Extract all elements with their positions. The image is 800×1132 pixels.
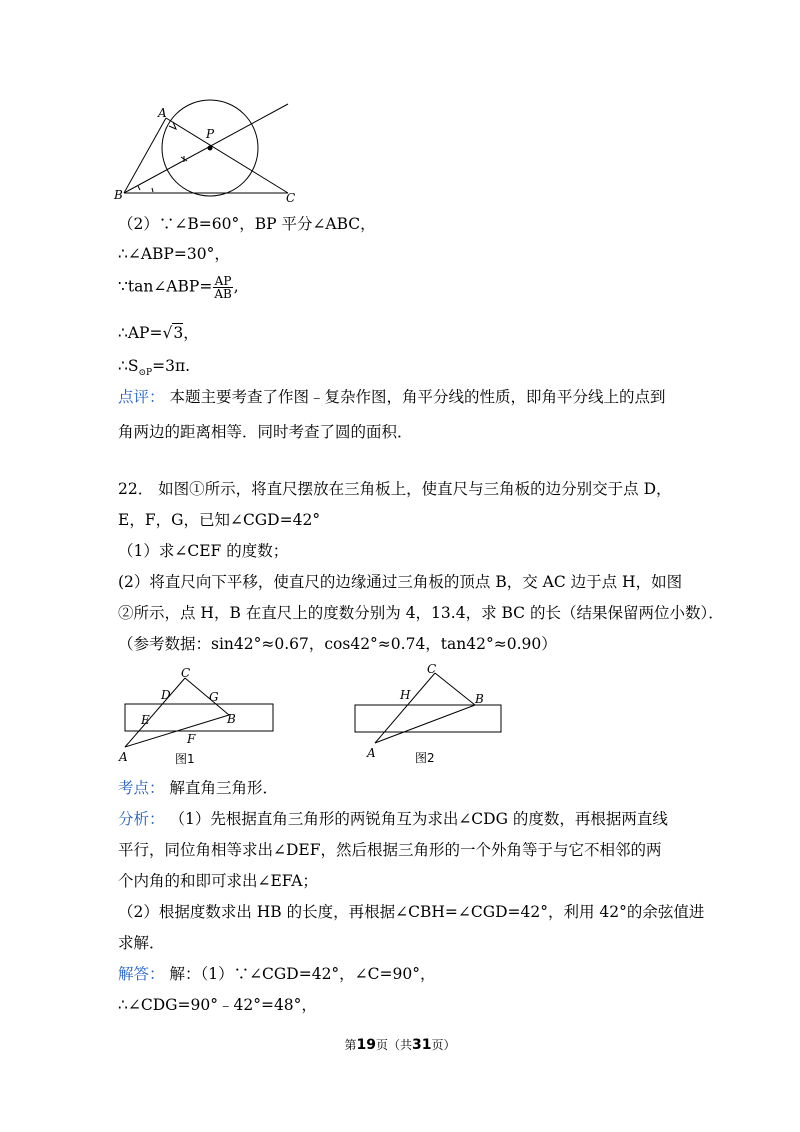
jieda-label: 解答： — [118, 965, 165, 983]
label-h: H — [400, 688, 411, 702]
caption-fig1: 图1 — [175, 752, 195, 766]
problem22-line3: （1）求∠CEF 的度数； — [118, 542, 289, 560]
part2-line5: $\therefore S_{⊙P}=3\pi$. — [118, 357, 191, 379]
comment-line1: 点评： 本题主要考查了作图﹣复杂作图，角平分线的性质，即角平分线上的点到 — [118, 388, 666, 406]
part2-line4: ∴AP=√3， — [118, 324, 199, 342]
problem22-line2: E，F，G，已知∠CGD=42° — [118, 511, 321, 529]
jieda-line1: 解答： 解：（1）∵∠CGD=42°，∠C=90°， — [118, 965, 436, 983]
label-d: D — [161, 688, 171, 702]
fenxi-line3: 个内角的和即可求出∠EFA； — [118, 872, 318, 890]
fenxi-line5: 求解． — [118, 934, 165, 952]
label-f: F — [187, 732, 196, 746]
problem22-line6: （参考数据：sin42°≈0.67，cos42°≈0.74，tan42°≈0.90） — [118, 635, 557, 653]
label-b: B — [227, 712, 236, 726]
label-c: C — [181, 667, 191, 680]
edge-ab — [375, 705, 475, 743]
kaodian-line: 考点： 解直角三角形． — [118, 779, 278, 797]
page-number: 19 — [356, 1037, 376, 1053]
fenxi-line1: 分析： （1）先根据直角三角形的两锐角互为求出∠CDG 的度数，再根据两直线 — [118, 810, 668, 828]
label-b: B — [475, 692, 484, 706]
jieda-line2: ∴∠CDG=90°﹣42°=48°， — [118, 996, 317, 1014]
fenxi-line2: 平行，同位角相等求出∠DEF，然后根据三角形的一个外角等于与它不相邻的两 — [118, 841, 662, 859]
caption-fig2: 图2 — [415, 751, 435, 765]
page-footer: 第19页（共31页） — [344, 1037, 456, 1053]
edge-ac — [125, 678, 185, 747]
label-e: E — [141, 713, 150, 727]
label-g: G — [209, 690, 219, 704]
label-c: C — [286, 191, 296, 202]
sqrt-sign: √ — [162, 324, 173, 342]
label-a: A — [158, 106, 167, 120]
problem22-line4: (2）将直尺向下平移，使直尺的边缘通过三角板的顶点 B，交 AC 边于点 H，如图 — [118, 573, 683, 591]
part2-line1: （2）∵∠B=60°，BP 平分∠ABC， — [118, 215, 376, 233]
comment-line2: 角两边的距离相等．同时考查了圆的面积． — [118, 423, 413, 441]
line-ac — [166, 118, 288, 193]
label-a: A — [367, 746, 376, 760]
label-p: P — [206, 127, 215, 141]
figure-1 — [115, 667, 285, 772]
total-pages: 31 — [412, 1037, 432, 1053]
comment-label: 点评： — [118, 388, 165, 406]
problem22-line5: ②所示，点 H，B 在直尺上的度数分别为 4，13.4，求 BC 的长（结果保留两位小数）． — [118, 604, 724, 622]
problem22-line1: 22． 如图①所示，将直尺摆放在三角板上，使直尺与三角板的边分别交于点 D， — [118, 480, 672, 498]
part2-line2: ∴∠ABP=30°， — [118, 245, 230, 263]
fraction-ap-ab: $\frac{AP}{AB}$ — [214, 274, 232, 301]
figure-circle-triangle — [110, 98, 300, 202]
figure-2 — [345, 661, 510, 773]
label-c: C — [427, 662, 437, 676]
ruler — [355, 705, 501, 732]
part2-line3: ∵tan∠ABP= $\frac{AP}{AB}$ , — [118, 274, 239, 301]
edge-cb — [435, 673, 475, 705]
label-b: B — [114, 188, 123, 202]
fenxi-label: 分析： — [118, 810, 165, 828]
fenxi-line4: （2）根据度数求出 HB 的长度，再根据∠CBH=∠CGD=42°，利用 42°的余弦值进 — [118, 903, 705, 921]
edge-cb — [185, 678, 229, 715]
label-a: A — [119, 750, 128, 764]
kaodian-label: 考点： — [118, 779, 165, 797]
center-point — [208, 146, 213, 151]
